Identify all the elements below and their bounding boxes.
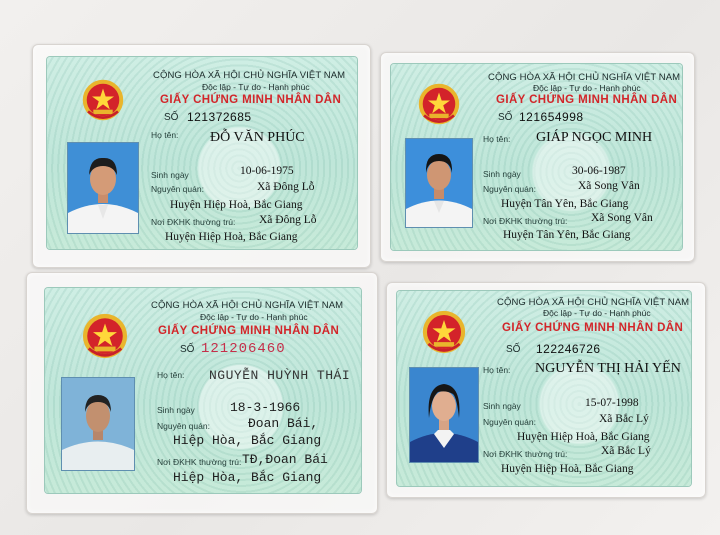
residence-line-2: Huyện Hiệp Hoà, Bắc Giang (165, 231, 298, 243)
national-emblem-icon (421, 309, 467, 355)
origin-line-2: Huyện Hiệp Hoà, Bắc Giang (170, 199, 303, 211)
residence-line-1: Xã Bắc Lý (601, 445, 651, 457)
origin-label: Nguyên quán: (151, 184, 204, 194)
dob-label: Sinh ngày (151, 170, 189, 180)
residence-label: Nơi ĐKHK thường trú: (157, 457, 242, 467)
card-title: GIẤY CHỨNG MINH NHÂN DÂN (160, 94, 342, 106)
dob-value: 30-06-1987 (572, 165, 626, 177)
origin-label: Nguyên quán: (483, 184, 536, 194)
residence-line-1: Xã Song Vân (591, 212, 653, 224)
dob-value: 10-06-1975 (240, 165, 294, 177)
origin-line-1: Xã Song Vân (578, 180, 640, 192)
residence-label: Nơi ĐKHK thường trú: (151, 217, 236, 227)
name-label: Họ tên: (151, 130, 179, 140)
dob-value: 15-07-1998 (585, 397, 639, 409)
id-number: 121206460 (201, 341, 286, 357)
origin-line-1: Xã Bắc Lý (599, 413, 649, 425)
motto: Độc lập - Tự do - Hạnh phúc (202, 82, 310, 92)
residence-line-2: Huyện Tân Yên, Bắc Giang (503, 229, 631, 241)
id-card-3 (45, 288, 361, 493)
country-header: CỘNG HÒA XÃ HỘI CHỦ NGHĨA VIỆT NAM (153, 70, 346, 81)
origin-label: Nguyên quán: (157, 421, 210, 431)
id-card-4 (397, 291, 691, 486)
id-number: 121372685 (187, 110, 252, 124)
name-label: Họ tên: (157, 370, 185, 380)
country-header: CỘNG HÒA XÃ HỘI CHỦ NGHĨA VIỆT NAM (151, 300, 344, 311)
national-emblem-icon (417, 82, 461, 126)
national-emblem-icon (81, 312, 129, 360)
dob-label: Sinh ngày (483, 169, 521, 179)
name-label: Họ tên: (483, 365, 511, 375)
id-card-2 (391, 64, 682, 250)
residence-label: Nơi ĐKHK thường trú: (483, 449, 568, 459)
holder-name: NGUYỄN HUỲNH THÁI (209, 368, 351, 383)
motto: Độc lập - Tự do - Hạnh phúc (200, 312, 308, 322)
card-title: GIẤY CHỨNG MINH NHÂN DÂN (502, 322, 684, 334)
residence-label: Nơi ĐKHK thường trú: (483, 216, 568, 226)
origin-line-2: Huyện Hiệp Hoà, Bắc Giang (517, 431, 650, 443)
holder-name: NGUYỄN THỊ HẢI YẾN (535, 361, 681, 376)
residence-line-1: TĐ,Đoan Bái (242, 452, 328, 467)
country-header: CỘNG HÒA XÃ HỘI CHỦ NGHĨA VIỆT NAM (497, 297, 690, 308)
national-emblem-icon (81, 78, 125, 122)
country-header: CỘNG HÒA XÃ HỘI CHỦ NGHĨA VIỆT NAM (488, 72, 681, 83)
portrait-photo (409, 367, 479, 463)
id-number: 121654998 (519, 110, 584, 124)
motto: Độc lập - Tự do - Hạnh phúc (533, 83, 641, 93)
dob-label: Sinh ngày (157, 405, 195, 415)
origin-line-2: Huyện Tân Yên, Bắc Giang (501, 198, 629, 210)
card-title: GIẤY CHỨNG MINH NHÂN DÂN (158, 325, 340, 337)
origin-line-2: Hiệp Hòa, Bắc Giang (173, 433, 322, 448)
portrait-photo (61, 377, 135, 471)
id-card-1 (47, 57, 357, 249)
origin-line-1: Xã Đông Lỗ (257, 181, 315, 193)
so-label: SỐ (164, 112, 179, 123)
origin-line-1: Đoan Bái, (248, 416, 319, 431)
residence-line-2: Huyện Hiệp Hoà, Bắc Giang (501, 463, 634, 475)
name-label: Họ tên: (483, 134, 511, 144)
portrait-photo (67, 142, 139, 234)
dob-label: Sinh ngày (483, 401, 521, 411)
so-label: SỐ (498, 112, 513, 123)
holder-name: GIÁP NGỌC MINH (536, 130, 653, 145)
residence-line-2: Hiệp Hòa, Bắc Giang (173, 470, 322, 485)
card-title: GIẤY CHỨNG MINH NHÂN DÂN (496, 94, 678, 106)
id-number: 122246726 (536, 342, 601, 356)
origin-label: Nguyên quán: (483, 417, 536, 427)
portrait-photo (405, 138, 473, 228)
holder-name: ĐỖ VĂN PHÚC (210, 130, 305, 145)
residence-line-1: Xã Đông Lỗ (259, 214, 317, 226)
so-label: SỐ (180, 344, 195, 355)
dob-value: 18-3-1966 (230, 400, 301, 415)
motto: Độc lập - Tự do - Hạnh phúc (543, 308, 651, 318)
so-label: SỐ (506, 344, 521, 355)
